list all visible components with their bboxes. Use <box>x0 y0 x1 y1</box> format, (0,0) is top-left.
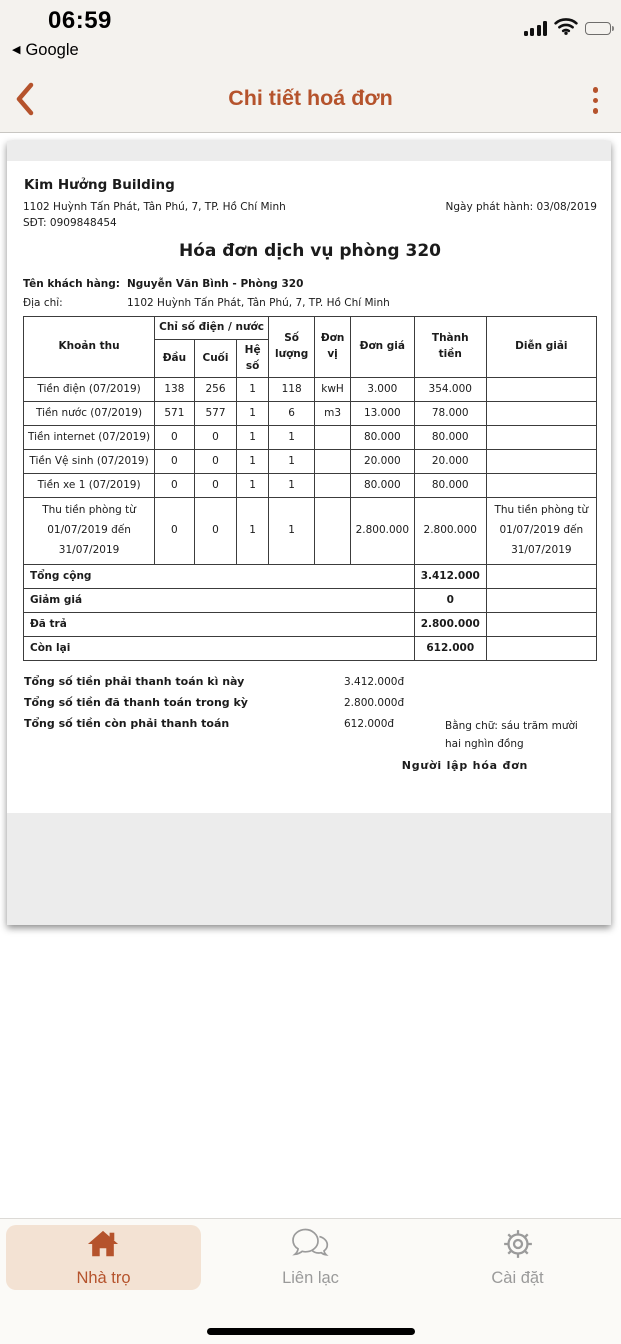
col-thanh-tien: Thành tiền <box>414 317 486 378</box>
customer-name-label: Tên khách hàng: <box>23 278 120 290</box>
tab-cai-dat[interactable] <box>414 1219 621 1296</box>
tab-label: Cài đặt <box>491 1268 544 1287</box>
summary-value: 612.000đ <box>344 717 395 730</box>
tab-label: Liên lạc <box>282 1268 339 1287</box>
top-chrome <box>0 0 621 133</box>
col-he-so: Hệ số <box>237 339 269 378</box>
col-chi-so: Chỉ số điện / nước <box>155 317 269 340</box>
col-don-gia: Đơn giá <box>350 317 414 378</box>
total-row: Tổng cộng 3.412.000 <box>24 565 597 589</box>
customer-address: 1102 Huỳnh Tấn Phát, Tân Phú, 7, TP. Hồ Chí Minh <box>127 297 390 309</box>
col-dau: Đầu <box>155 339 195 378</box>
summary-label: Tổng số tiền còn phải thanh toán <box>24 716 230 730</box>
total-row: Đã trả 2.800.000 <box>24 613 597 637</box>
summary-value: 2.800.000đ <box>344 696 405 709</box>
summary-label: Tổng số tiền đã thanh toán trong kỳ <box>24 695 248 709</box>
charges-table <box>23 316 597 661</box>
table-row: Tiền internet (07/2019) 0 0 1 1 80.000 80.000 <box>24 426 597 450</box>
total-row: Còn lại 612.000 <box>24 637 597 661</box>
tab-lien-lac[interactable] <box>207 1219 414 1296</box>
building-name: Kim Hưởng Building <box>24 177 175 193</box>
table-row: Thu tiền phòng từ 01/07/2019 đến 31/07/2019 0 0 1 1 2.800.000 2.800.000 Thu tiền phòng từ 01/07/2019 đến 31/07/2019 <box>24 498 597 565</box>
col-cuoi: Cuối <box>194 339 237 378</box>
status-time: 06:59 <box>48 7 112 34</box>
total-row: Giảm giá 0 <box>24 589 597 613</box>
summary-label: Tổng số tiền phải thanh toán kì này <box>24 675 245 689</box>
gear-icon <box>501 1228 535 1265</box>
col-so-luong: Số lượng <box>268 317 314 378</box>
issue-date: Ngày phát hành: 03/08/2019 <box>445 201 597 213</box>
payment-summary <box>23 675 597 751</box>
back-triangle-icon: ◀ <box>12 44 21 56</box>
col-dien-giai: Diễn giải <box>486 317 596 378</box>
invoice-view <box>0 134 621 1218</box>
status-icons <box>524 17 615 40</box>
table-row: Tiền nước (07/2019) 571 577 1 6 m3 13.000 78.000 <box>24 402 597 426</box>
table-row: Tiền điện (07/2019) 138 256 1 118 kwH 3.000 354.000 <box>24 378 597 402</box>
home-icon <box>84 1228 122 1265</box>
table-header-row <box>24 317 597 340</box>
bottom-tab-bar <box>0 1218 621 1344</box>
home-indicator[interactable] <box>207 1328 415 1335</box>
building-phone: SĐT: 0909848454 <box>23 217 117 229</box>
kebab-menu-button[interactable] <box>591 85 601 116</box>
table-row: Tiền Vệ sinh (07/2019) 0 0 1 1 20.000 20.000 <box>24 450 597 474</box>
wifi-icon <box>554 17 578 40</box>
col-don-vi: Đơn vị <box>315 317 350 378</box>
invoice-paper <box>7 161 611 813</box>
battery-icon <box>585 22 614 35</box>
summary-value: 3.412.000đ <box>344 676 405 689</box>
table-row: Tiền xe 1 (07/2019) 0 0 1 1 80.000 80.000 <box>24 474 597 498</box>
invoice-title: Hóa đơn dịch vụ phòng 320 <box>179 241 441 261</box>
tab-nha-tro[interactable] <box>0 1219 207 1296</box>
signer-title: Người lập hóa đơn <box>401 758 529 772</box>
customer-address-label: Địa chỉ: <box>23 297 63 309</box>
tab-label: Nhà trọ <box>76 1268 131 1287</box>
back-to-app-link[interactable] <box>12 41 79 60</box>
navigation-bar <box>0 66 621 133</box>
amount-in-words: Bằng chữ: sáu trăm mười hai nghìn đồng <box>445 720 578 751</box>
chat-icon <box>291 1228 331 1265</box>
building-address: 1102 Huỳnh Tấn Phát, Tân Phú, 7, TP. Hồ Chí Minh <box>23 201 286 213</box>
cellular-signal-icon <box>524 21 548 36</box>
invoice-card <box>7 141 611 925</box>
back-app-label: Google <box>25 41 79 59</box>
col-khoan-thu: Khoản thu <box>24 317 155 378</box>
customer-name: Nguyễn Văn Bình - Phòng 320 <box>127 278 304 290</box>
page-title: Chi tiết hoá đơn <box>228 86 393 110</box>
